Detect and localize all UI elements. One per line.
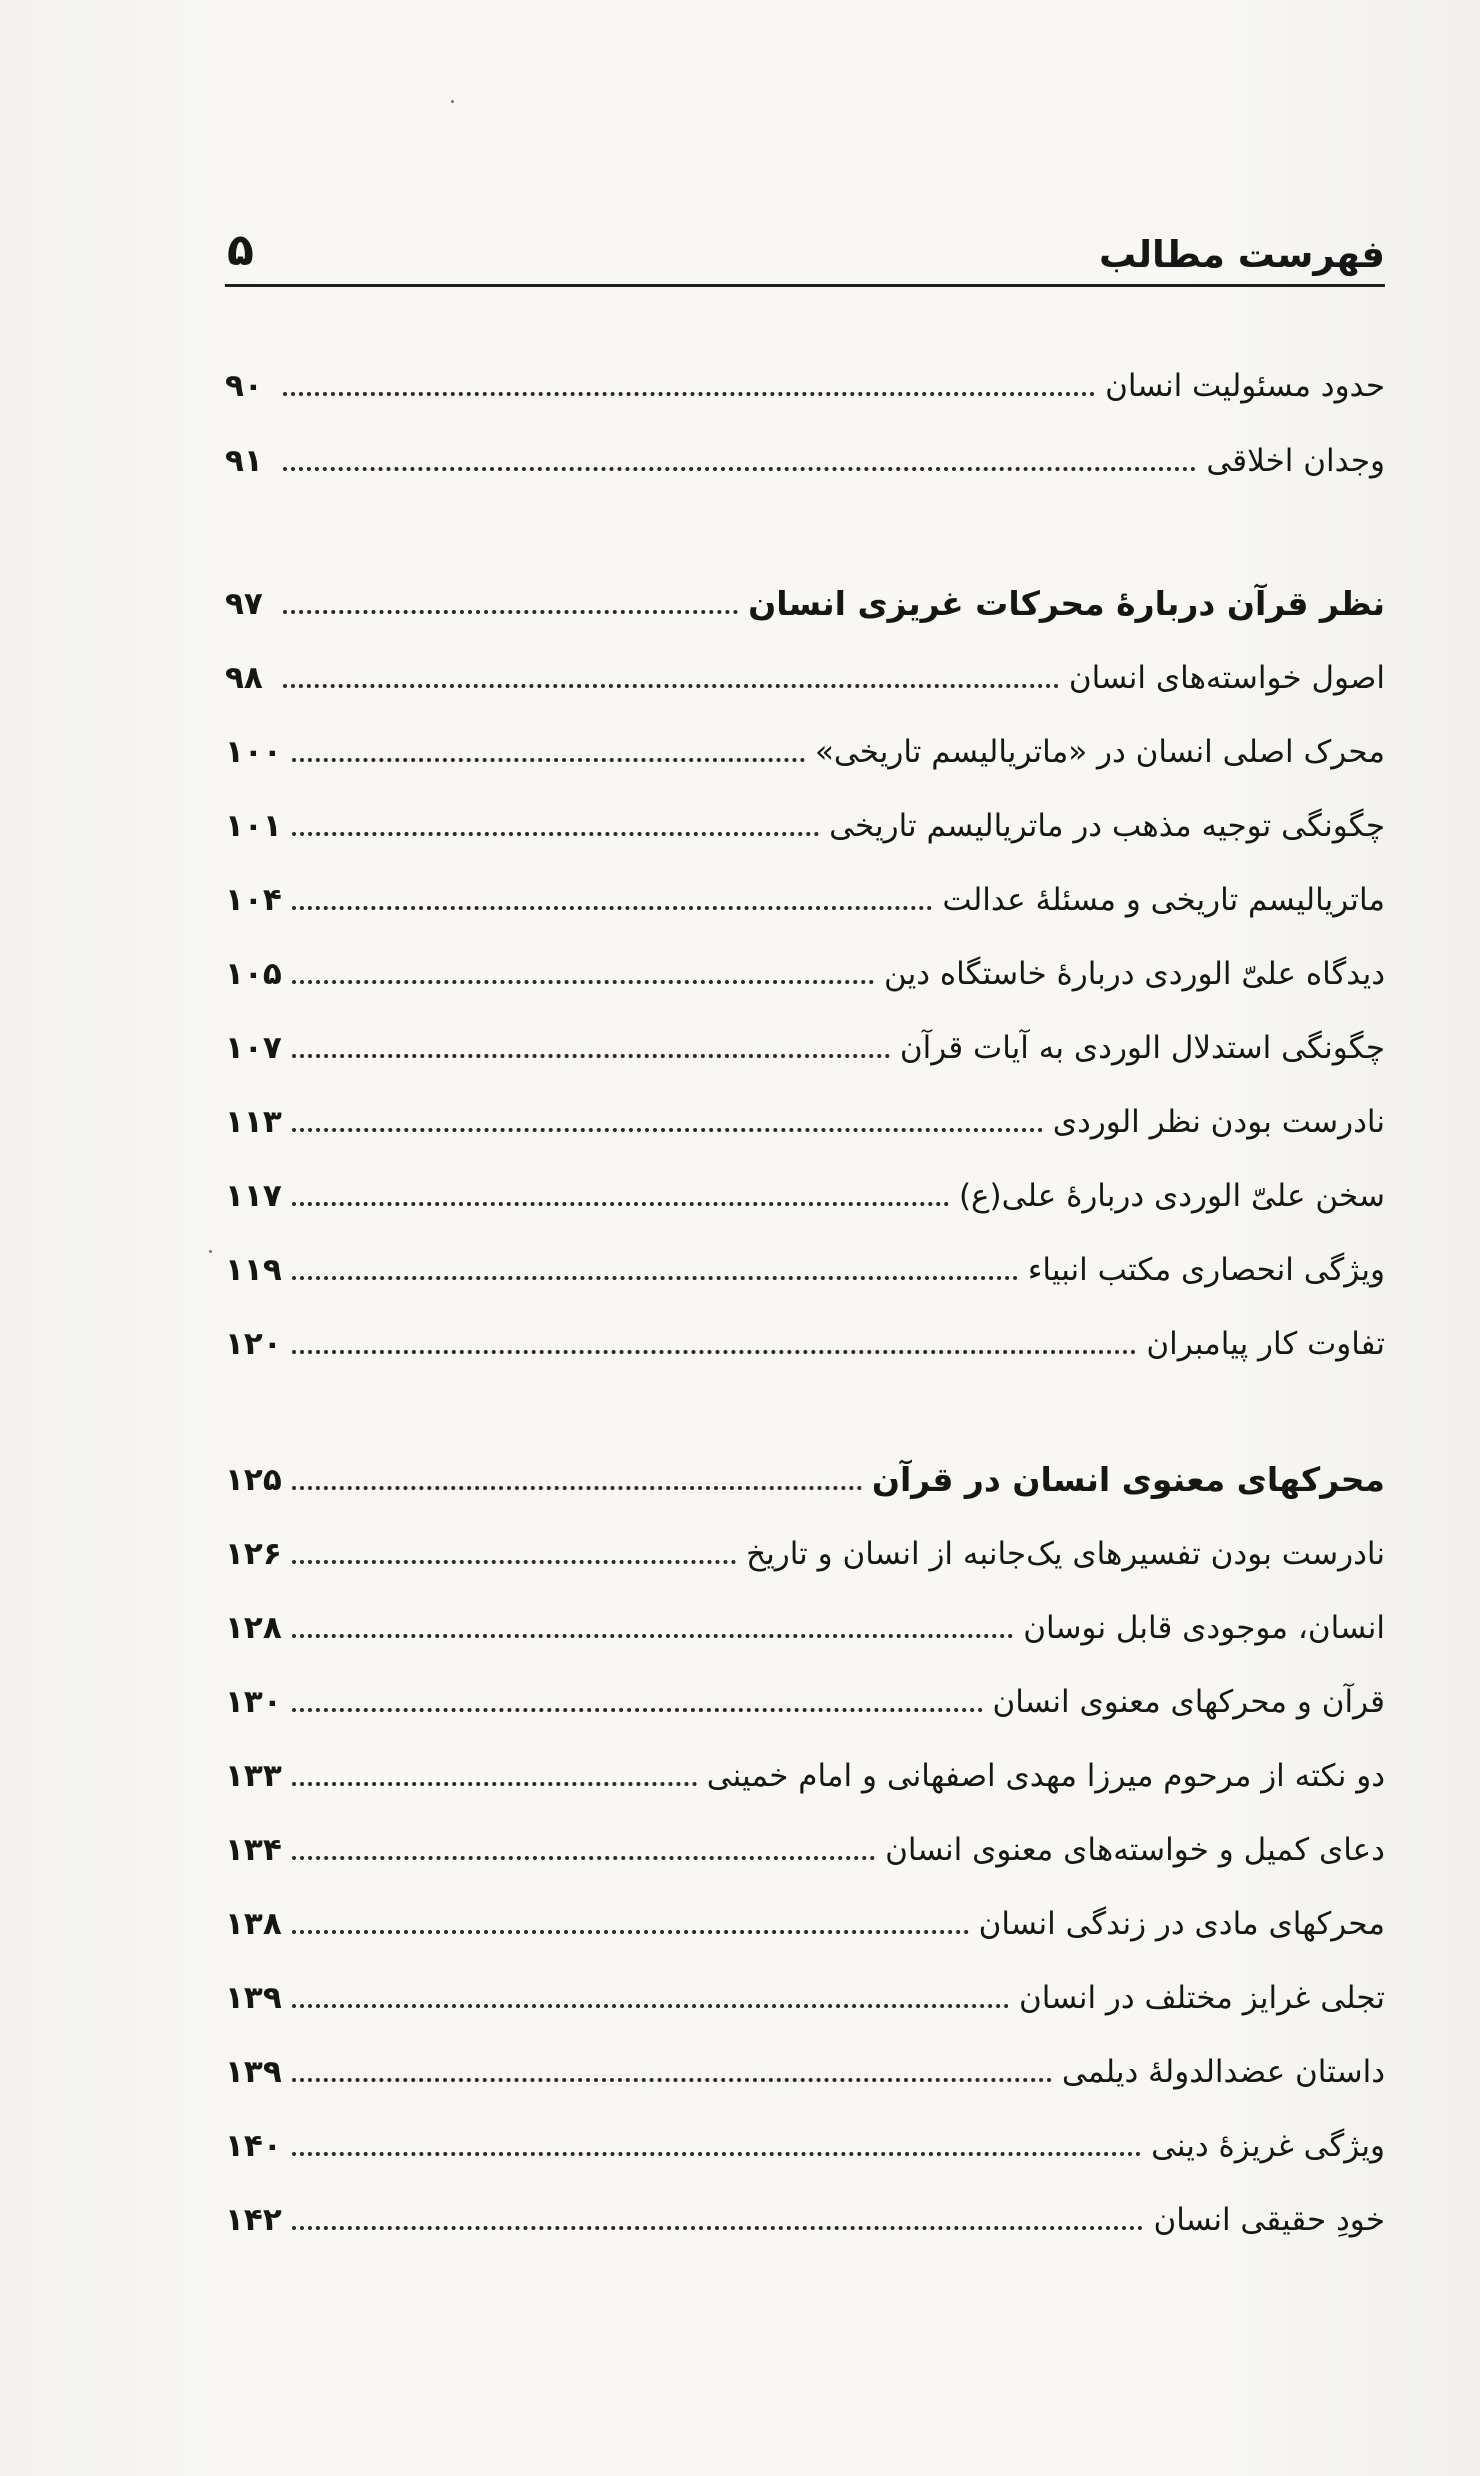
toc-entry[interactable] <box>225 1814 1385 1870</box>
toc-entry-title: نظر قرآن دربارهٔ محرکات غریزی انسان <box>748 584 1385 623</box>
toc-entry-page: ۹۸ <box>225 660 263 696</box>
toc-entry-title: چگونگی توجیه مذهب در ماتریالیسم تاریخی <box>829 808 1385 844</box>
dot-leader <box>292 2000 1009 2008</box>
dot-leader <box>292 976 874 984</box>
toc-entry[interactable] <box>225 2184 1385 2240</box>
toc-entry-page: ۱۰۴ <box>225 882 282 918</box>
toc-entry-title: دو نکته از مرحوم میرزا مهدی اصفهانی و امام خمینی <box>706 1758 1385 1794</box>
toc-entry-title: خودِ حقیقی انسان <box>1153 2202 1385 2238</box>
toc-entry[interactable] <box>225 1160 1385 1216</box>
toc-entry-title: قرآن و محرکهای معنوی انسان <box>992 1684 1385 1720</box>
toc-entry-title: دیدگاه علیّ الوردی دربارهٔ خاستگاه دین <box>884 956 1385 992</box>
toc-entry-title: ویژگی انحصاری مکتب انبیاء <box>1027 1252 1385 1288</box>
dot-leader <box>292 1050 890 1058</box>
toc-entry-page: ۱۲۰ <box>225 1326 282 1362</box>
page-number: ۵ <box>227 225 254 276</box>
toc-entry[interactable] <box>225 1012 1385 1068</box>
toc-entry[interactable] <box>225 2036 1385 2092</box>
toc-entry-page: ۱۳۰ <box>225 1684 282 1720</box>
paper-speck <box>209 1250 212 1253</box>
dot-leader <box>292 2222 1144 2230</box>
toc-section-heading[interactable] <box>225 1444 1385 1500</box>
toc-entry[interactable] <box>225 1234 1385 1290</box>
toc-entry-title: وجدان اخلاقی <box>1206 443 1385 479</box>
toc-entry-title: نادرست بودن نظر الوردی <box>1052 1104 1385 1140</box>
dot-leader <box>292 1556 736 1564</box>
paper-speck <box>451 100 454 103</box>
toc-entry-title: محرکهای معنوی انسان در قرآن <box>871 1460 1385 1499</box>
dot-leader <box>292 2074 1052 2082</box>
toc-entry-title: دعای کمیل و خواسته‌های معنوی انسان <box>885 1832 1385 1868</box>
dot-leader <box>292 1926 969 1934</box>
toc-entry-page: ۱۰۱ <box>225 808 282 844</box>
toc-entry-title: محرکهای مادی در زندگی انسان <box>978 1906 1385 1942</box>
dot-leader <box>292 828 819 836</box>
toc-entry-page: ۱۲۵ <box>225 1462 282 1498</box>
toc-entry-title: تفاوت کار پیامبران <box>1146 1326 1385 1362</box>
toc-entry-page: ۱۲۸ <box>225 1610 282 1646</box>
dot-leader <box>283 388 1095 396</box>
toc-entry[interactable] <box>225 790 1385 846</box>
toc-entry-page: ۹۱ <box>225 443 263 479</box>
dot-leader <box>292 1346 1137 1354</box>
toc-entry-title: تجلی غرایز مختلف در انسان <box>1018 1980 1385 2016</box>
toc-entry-title: ماتریالیسم تاریخی و مسئلهٔ عدالت <box>942 882 1385 918</box>
page-title: فهرست مطالب <box>1098 233 1385 276</box>
dot-leader <box>292 2148 1141 2156</box>
toc-entry-page: ۱۳۸ <box>225 1906 282 1942</box>
toc-entry[interactable] <box>225 1592 1385 1648</box>
dot-leader <box>292 1704 983 1712</box>
toc-entry-page: ۱۴۲ <box>225 2202 282 2238</box>
toc-entry-page: ۱۰۰ <box>225 734 282 770</box>
toc-entry-page: ۹۷ <box>225 586 263 622</box>
toc-entry-page: ۱۰۵ <box>225 956 282 992</box>
toc-entry[interactable] <box>225 1086 1385 1142</box>
dot-leader <box>283 463 1196 471</box>
toc-entry[interactable] <box>225 1740 1385 1796</box>
toc-entry[interactable] <box>225 716 1385 772</box>
toc-entry[interactable] <box>225 425 1385 481</box>
toc-entry-page: ۱۱۷ <box>225 1178 282 1214</box>
toc-entry-title: نادرست بودن تفسیرهای یک‌جانبه از انسان و تاریخ <box>746 1536 1385 1572</box>
dot-leader <box>292 1630 1013 1638</box>
toc-entry-title: اصول خواسته‌های انسان <box>1068 660 1385 696</box>
toc-entry-title: انسان، موجودی قابل نوسان <box>1023 1610 1385 1646</box>
dot-leader <box>283 680 1059 688</box>
dot-leader <box>292 1778 697 1786</box>
toc-entry-title: ویژگی غریزهٔ دینی <box>1151 2128 1385 2164</box>
dot-leader <box>292 1482 862 1490</box>
toc-entry[interactable] <box>225 1518 1385 1574</box>
dot-leader <box>292 754 805 762</box>
toc-entry-title: محرک اصلی انسان در «ماتریالیسم تاریخی» <box>814 734 1385 770</box>
toc-entry-title: حدود مسئولیت انسان <box>1105 368 1385 404</box>
toc-entry-page: ۱۱۳ <box>225 1104 282 1140</box>
toc-entry[interactable] <box>225 1308 1385 1364</box>
dot-leader <box>292 1198 949 1206</box>
toc-entry[interactable] <box>225 350 1385 406</box>
toc-entry-title: داستان عضدالدولهٔ دیلمی <box>1061 2054 1385 2090</box>
toc-entry[interactable] <box>225 642 1385 698</box>
toc-entry[interactable] <box>225 864 1385 920</box>
toc-entry-page: ۱۳۹ <box>225 2054 282 2090</box>
toc-entry[interactable] <box>225 938 1385 994</box>
dot-leader <box>292 1852 875 1860</box>
toc-entry[interactable] <box>225 1888 1385 1944</box>
toc-entry-page: ۱۳۴ <box>225 1832 282 1868</box>
toc-entry-page: ۱۳۳ <box>225 1758 282 1794</box>
toc-entry-page: ۱۱۹ <box>225 1252 282 1288</box>
toc-entry[interactable] <box>225 1666 1385 1722</box>
toc-entry-page: ۹۰ <box>225 368 263 404</box>
dot-leader <box>292 902 933 910</box>
toc-entry-page: ۱۳۹ <box>225 1980 282 2016</box>
toc-section-heading[interactable] <box>225 568 1385 624</box>
toc-entry[interactable] <box>225 2110 1385 2166</box>
toc-entry-page: ۱۰۷ <box>225 1030 282 1066</box>
page-header <box>225 212 1385 287</box>
toc-entry-title: سخن علیّ الوردی دربارهٔ علی(ع) <box>958 1178 1385 1214</box>
toc-entry[interactable] <box>225 1962 1385 2018</box>
toc-entry-title: چگونگی استدلال الوردی به آیات قرآن <box>899 1030 1385 1066</box>
dot-leader <box>292 1124 1043 1132</box>
dot-leader <box>283 606 738 614</box>
dot-leader <box>292 1272 1018 1280</box>
toc-entry-page: ۱۴۰ <box>225 2128 282 2164</box>
toc-entry-page: ۱۲۶ <box>225 1536 282 1572</box>
